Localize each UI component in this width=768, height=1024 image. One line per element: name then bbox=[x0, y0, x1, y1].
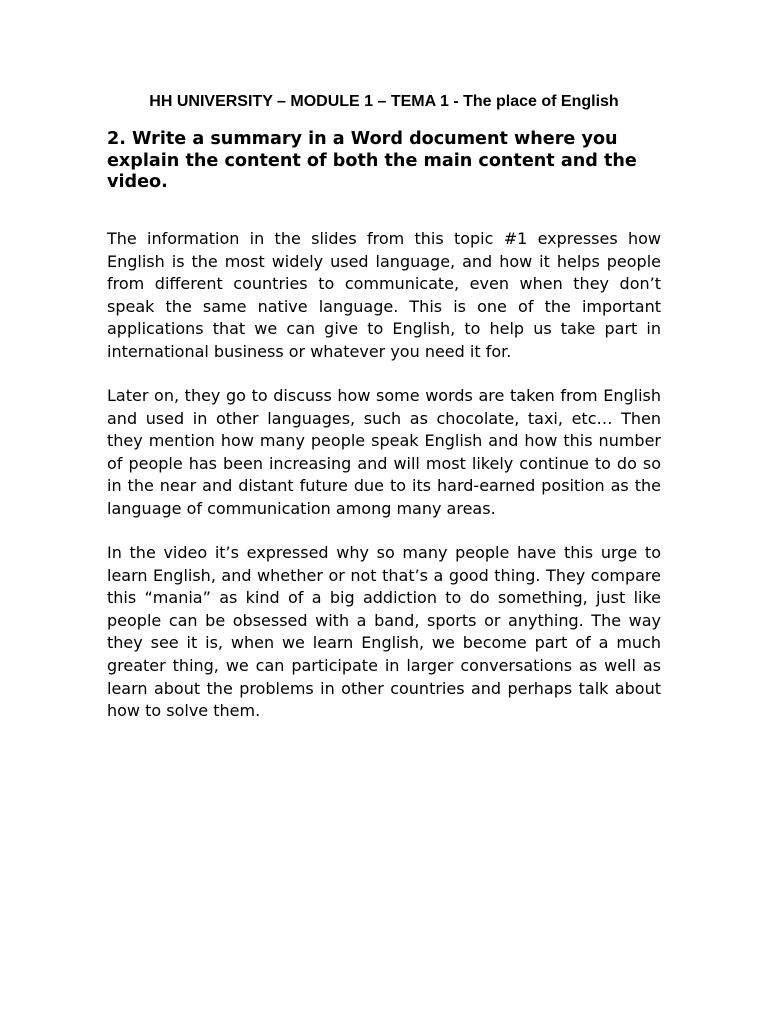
summary-paragraph-1: The information in the slides from this topic #1 expresses how English is the most widely used language, and how it helps people from different countries to communicate, even when they don’t speak the same native language. This is one of the important applications that we can give to English, to help us take part in international business or whatever you need it for. bbox=[107, 229, 661, 361]
summary-paragraph-2: Later on, they go to discuss how some words are taken from English and used in other languages, such as chocolate, taxi, etc… Then they mention how many people speak English and how this number of people has been increasing and will most likely continue to do so in the near and distant future due to its hard-earned position as the language of communication among many areas. bbox=[107, 386, 661, 518]
document-header: HH UNIVERSITY – MODULE 1 – TEMA 1 - The place of English bbox=[149, 93, 619, 110]
assignment-question: 2. Write a summary in a Word document where you explain the content of both the main content and the video. bbox=[107, 129, 637, 192]
summary-paragraph-3: In the video it’s expressed why so many people have this urge to learn English, and whether or not that’s a good thing. They compare this “mania” as kind of a big addiction to do something, just like people can be obsessed with a band, sports or anything. The way they see it is, when we learn English, we become part of a much greater thing, we can participate in larger conversations as well as learn about the problems in other countries and perhaps talk about how to solve them. bbox=[107, 543, 661, 721]
